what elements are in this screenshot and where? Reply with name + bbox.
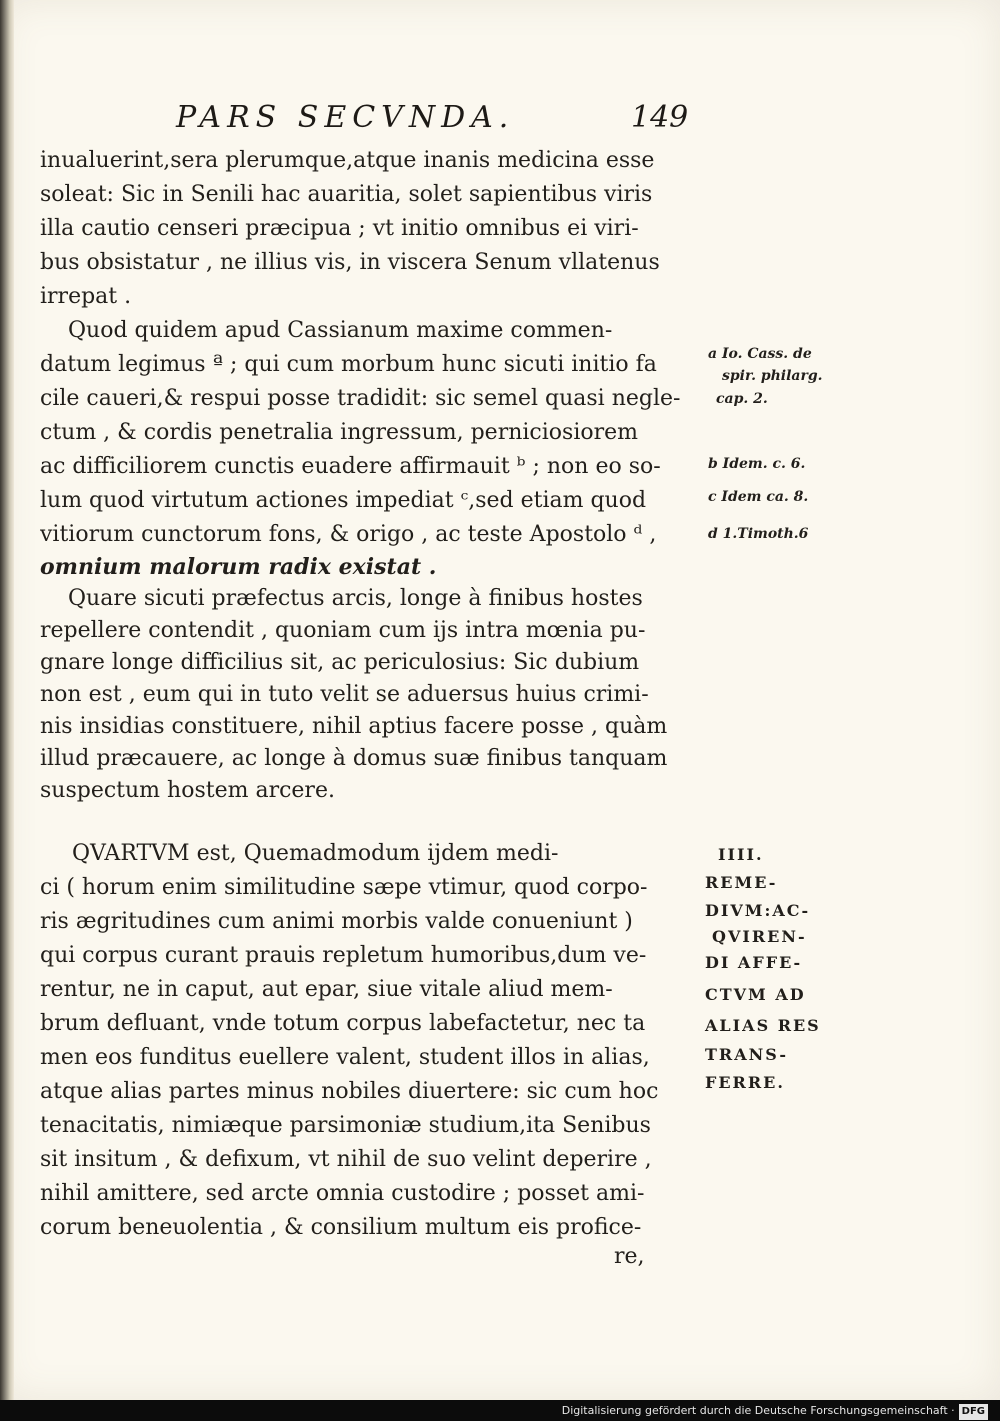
text-line: vitiorum cunctorum fons, & origo , ac teste Apostolo ᵈ , <box>40 522 657 547</box>
text-line: bus obsistatur , ne illius vis, in viscera Senum vllatenus <box>40 250 660 275</box>
text-line: ac difficiliorem cunctis euadere affirmauit ᵇ ; non eo so- <box>40 454 661 479</box>
text-line: qui corpus curant prauis repletum humoribus,dum ve- <box>40 943 647 968</box>
text-line: illud præcauere, ac longe à domus suæ finibus tanquam <box>40 746 668 771</box>
digitization-credit <box>562 1403 988 1419</box>
gloss-line: QVIREN- <box>712 927 807 946</box>
text-line: illa cautio censeri præcipua ; vt initio omnibus ei viri- <box>40 216 639 241</box>
side-note: a Io. Cass. de <box>708 346 812 362</box>
gloss-line: REME- <box>705 873 778 892</box>
text-line: Quare sicuti præfectus arcis, longe à finibus hostes <box>68 586 643 611</box>
text-line: Quod quidem apud Cassianum maxime commen- <box>68 318 613 343</box>
side-note: d 1.Timoth.6 <box>708 526 809 542</box>
text-line: soleat: Sic in Senili hac auaritia, solet sapientibus viris <box>40 182 653 207</box>
text-line: irrepat . <box>40 284 132 309</box>
credit-text: Digitalisierung gefördert durch die Deutsche Forschungsgemeinschaft · <box>561 1404 955 1417</box>
text-line: lum quod virtutum actiones impediat ᶜ,sed etiam quod <box>40 488 647 513</box>
running-title: PARS SECVNDA. <box>176 100 515 135</box>
gloss-line: FERRE. <box>705 1073 785 1092</box>
page-number: 149 <box>631 100 689 135</box>
running-header <box>176 100 689 142</box>
side-note: cap. 2. <box>716 391 768 407</box>
gloss-line: DI AFFE- <box>705 953 803 972</box>
side-note: spir. philarg. <box>722 368 823 384</box>
text-line: ci ( horum enim similitudine sæpe vtimur, quod corpo- <box>40 875 648 900</box>
text-line: men eos funditus euellere valent, student illos in alias, <box>40 1045 650 1070</box>
text-line: inualuerint,sera plerumque,atque inanis medicina esse <box>40 148 655 173</box>
text-line: corum beneuolentia , & consilium multum eis profice- <box>40 1215 642 1240</box>
gloss-line: IIII. <box>718 845 764 864</box>
side-note: c Idem ca. 8. <box>708 489 809 505</box>
text-line: cile caueri,& respui posse tradidit: sic semel quasi negle- <box>40 386 681 411</box>
text-line: brum defluant, vnde totum corpus labefactetur, nec ta <box>40 1011 646 1036</box>
text-line: suspectum hostem arcere. <box>40 778 335 803</box>
text-line: gnare longe difficilius sit, ac periculosius: Sic dubium <box>40 650 640 675</box>
dfg-logo: DFG <box>959 1404 988 1420</box>
text-line: rentur, ne in caput, aut epar, siue vitale aliud mem- <box>40 977 613 1002</box>
text-line: tenacitatis, nimiæque parsimoniæ studium,ita Senibus <box>40 1113 651 1138</box>
text-line: sit insitum , & defixum, vt nihil de suo velint deperire , <box>40 1147 652 1172</box>
gloss-line: TRANS- <box>705 1045 789 1064</box>
text-line: datum legimus ª ; qui cum morbum hunc sicuti initio fa <box>40 352 657 377</box>
catchword: re, <box>614 1244 645 1269</box>
side-note: b Idem. c. 6. <box>708 456 806 472</box>
text-line: atque alias partes minus nobiles diuertere: sic cum hoc <box>40 1079 659 1104</box>
text-line: nihil amittere, sed arcte omnia custodire ; posset ami- <box>40 1181 645 1206</box>
gloss-line: DIVM:AC- <box>705 901 811 920</box>
text-line: repellere contendit , quoniam cum ijs intra mœnia pu- <box>40 618 646 643</box>
text-line: nis insidias constituere, nihil aptius facere posse , quàm <box>40 714 668 739</box>
text-line: ctum , & cordis penetralia ingressum, perniciosiorem <box>40 420 638 445</box>
gloss-line: CTVM AD <box>705 985 806 1004</box>
text-line: QVARTVM est, Quemadmodum ijdem medi- <box>72 841 559 866</box>
gloss-line: ALIAS RES <box>705 1016 821 1035</box>
text-line: ris ægritudines cum animi morbis valde conueniunt ) <box>40 909 633 934</box>
text-line-italic: omnium malorum radix existat . <box>40 554 437 580</box>
text-line: non est , eum qui in tuto velit se aduersus huius crimi- <box>40 682 649 707</box>
